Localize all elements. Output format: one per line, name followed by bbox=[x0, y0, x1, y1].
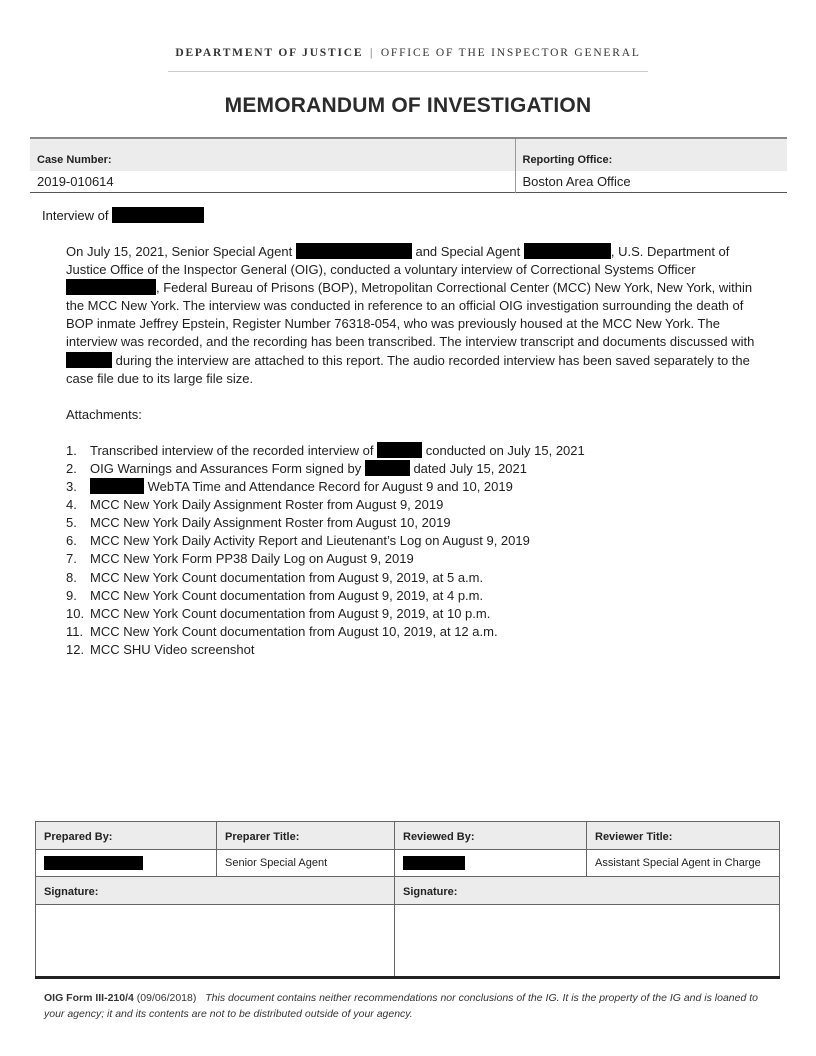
list-number: 3. bbox=[66, 479, 77, 495]
reviewer-signature-area bbox=[395, 905, 780, 978]
item-text: MCC New York Count documentation from August 9, 2019, at 5 a.m. bbox=[90, 569, 484, 585]
list-item bbox=[66, 641, 772, 659]
list-number: 5. bbox=[66, 515, 77, 531]
item-text: MCC New York Count documentation from August 9, 2019, at 10 p.m. bbox=[90, 605, 491, 621]
redaction-box bbox=[66, 279, 156, 295]
preparer-title-value: Senior Special Agent bbox=[217, 850, 395, 877]
redaction-box bbox=[90, 478, 144, 494]
signature-label-preparer: Signature: bbox=[36, 877, 395, 905]
list-item bbox=[66, 550, 772, 568]
redaction-box bbox=[377, 442, 422, 458]
redaction-box bbox=[524, 243, 611, 259]
reporting-office-label: Reporting Office: bbox=[515, 138, 787, 171]
header-divider bbox=[168, 71, 648, 72]
list-item bbox=[66, 587, 772, 605]
item-text: MCC New York Daily Assignment Roster from August 9, 2019 bbox=[90, 497, 444, 513]
interview-of-label: Interview of bbox=[42, 208, 109, 223]
item-text: MCC New York Form PP38 Daily Log on August 9, 2019 bbox=[90, 551, 414, 567]
list-item bbox=[66, 442, 772, 460]
list-number: 6. bbox=[66, 533, 77, 549]
signature-table bbox=[35, 821, 780, 979]
header-separator: | bbox=[370, 47, 375, 59]
list-item bbox=[66, 623, 772, 641]
item-text: Transcribed interview of the recorded interview of bbox=[90, 442, 374, 458]
list-number: 10. bbox=[66, 605, 85, 621]
prepared-by-value bbox=[36, 850, 217, 877]
redaction-box bbox=[44, 856, 143, 870]
reviewer-title-value: Assistant Special Agent in Charge bbox=[587, 850, 780, 877]
list-number: 2. bbox=[66, 460, 77, 476]
preparer-signature-area bbox=[36, 905, 395, 978]
list-number: 1. bbox=[66, 442, 77, 458]
item-text: OIG Warnings and Assurances Form signed by bbox=[90, 460, 362, 476]
reviewed-by-label: Reviewed By: bbox=[395, 822, 587, 850]
narrative-text: during the interview are attached to this report. The audio recorded interview has been saved separately to the case file due to its large file size. bbox=[66, 352, 750, 386]
list-item bbox=[66, 460, 772, 478]
reviewer-title-label: Reviewer Title: bbox=[587, 822, 780, 850]
list-number: 7. bbox=[66, 551, 77, 567]
signature-label-reviewer: Signature: bbox=[395, 877, 780, 905]
list-number: 11. bbox=[66, 623, 84, 639]
interview-of-line bbox=[42, 207, 204, 223]
narrative-text: , U.S. Department of Justice Office of the Inspector General (OIG), conducted a voluntary interview of Correctional Systems Officer bbox=[66, 244, 730, 278]
page-footer bbox=[44, 991, 779, 1022]
redaction-box bbox=[112, 207, 204, 223]
list-item bbox=[66, 569, 772, 587]
narrative-text: On July 15, 2021, Senior Special Agent bbox=[66, 244, 293, 259]
list-item bbox=[66, 496, 772, 514]
list-item bbox=[66, 514, 772, 532]
case-info-table bbox=[30, 137, 787, 193]
form-id: OIG Form III-210/4 bbox=[44, 992, 134, 1004]
redaction-box bbox=[296, 243, 412, 259]
redaction-box bbox=[66, 352, 112, 368]
attachments-list bbox=[66, 442, 772, 659]
footer-note: This document contains neither recommendations nor conclusions of the IG. It is the property of the IG and is loaned to your agency; it and its contents are not to be distributed outside of your agency. bbox=[44, 992, 758, 1020]
preparer-title-label: Preparer Title: bbox=[217, 822, 395, 850]
list-item bbox=[66, 532, 772, 550]
list-number: 9. bbox=[66, 587, 77, 603]
prepared-by-label: Prepared By: bbox=[36, 822, 217, 850]
list-number: 12. bbox=[66, 641, 85, 657]
narrative-text: and Special Agent bbox=[415, 244, 521, 259]
case-number-value: 2019-010614 bbox=[30, 171, 515, 192]
reviewed-by-value bbox=[395, 850, 587, 877]
item-text: MCC New York Daily Assignment Roster from August 10, 2019 bbox=[90, 515, 451, 531]
redaction-box bbox=[403, 856, 465, 870]
department-name: DEPARTMENT OF JUSTICE bbox=[175, 47, 364, 59]
item-text: MCC SHU Video screenshot bbox=[90, 641, 255, 657]
memo-body bbox=[66, 243, 772, 659]
narrative-paragraph bbox=[66, 243, 772, 388]
form-date: (09/06/2018) bbox=[136, 992, 197, 1004]
page-header bbox=[0, 47, 816, 59]
item-text: dated July 15, 2021 bbox=[413, 460, 527, 476]
item-text: WebTA Time and Attendance Record for August 9 and 10, 2019 bbox=[147, 479, 513, 495]
item-text: MCC New York Count documentation from August 9, 2019, at 4 p.m. bbox=[90, 587, 484, 603]
attachments-heading: Attachments: bbox=[66, 406, 142, 422]
list-item bbox=[66, 605, 772, 623]
narrative-text: , Federal Bureau of Prisons (BOP), Metropolitan Correctional Center (MCC) New York, New York, within the MCC New York. The interview was conducted in reference to an official OIG investigation surrounding the death of BOP inmate Jeffrey Epstein, Register Number 76318-054, who was previously housed at the MCC New York. The interview was recorded, and the recording has been transcribed. The interview transcript and documents discussed with bbox=[66, 280, 755, 350]
document-title: MEMORANDUM OF INVESTIGATION bbox=[224, 94, 592, 117]
redaction-box bbox=[365, 460, 410, 476]
item-text: conducted on July 15, 2021 bbox=[425, 442, 585, 458]
office-name: OFFICE OF THE INSPECTOR GENERAL bbox=[380, 47, 641, 59]
item-text: MCC New York Count documentation from August 10, 2019, at 12 a.m. bbox=[90, 623, 498, 639]
list-item bbox=[66, 478, 772, 496]
item-text: MCC New York Daily Activity Report and Lieutenant’s Log on August 9, 2019 bbox=[90, 533, 530, 549]
list-number: 8. bbox=[66, 569, 77, 585]
case-number-label: Case Number: bbox=[30, 138, 515, 171]
reporting-office-value: Boston Area Office bbox=[522, 173, 631, 189]
list-number: 4. bbox=[66, 497, 77, 513]
